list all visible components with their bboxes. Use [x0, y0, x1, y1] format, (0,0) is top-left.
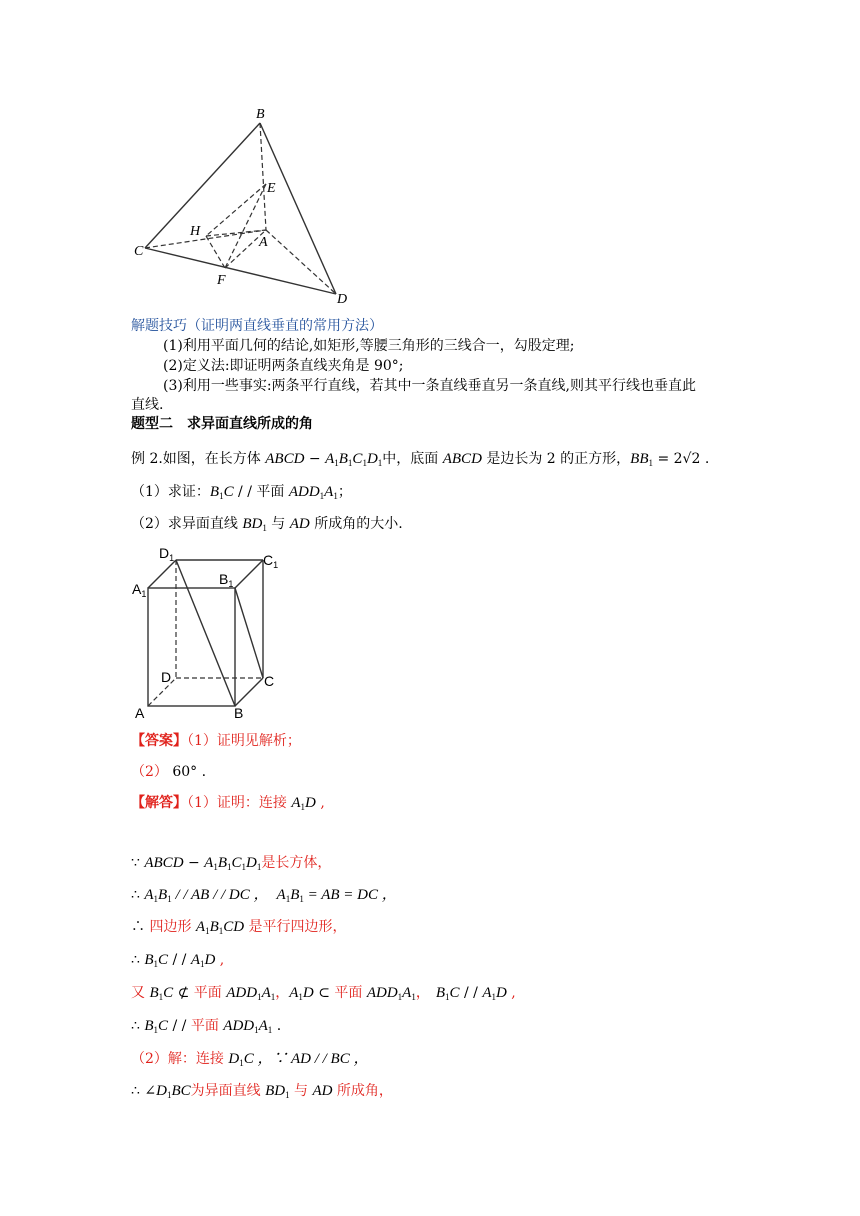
cuboid-figure [128, 540, 288, 725]
solution-line-2: ∴ $A_1B_1$ / / AB / / DC ， $A_1B_1$ = AB = DC ， [131, 887, 397, 904]
solution-line-8: ∴ $\angle D_1BC$为异面直线 $BD_1$ 与 AD 所成角， [131, 1083, 393, 1100]
label-C1: $C_1$ [263, 552, 279, 570]
tips-item-3: (3)利用一些事实:两条平行直线，若其中一条直线垂直另一条直线,则其平行线也垂直此 [163, 378, 696, 394]
label-C: C [134, 244, 144, 259]
tips-item-2: (2)定义法:即证明两条直线夹角是 90°; [163, 358, 404, 374]
label-C: C [264, 673, 275, 689]
tetrahedron-figure [128, 100, 358, 310]
label-A: A [259, 235, 268, 250]
solution-line-1: ∵ ABCD − $A_1B_1C_1D_1$是长方体， [131, 855, 332, 872]
solution-line-4: ∴ $B_1C$ / / $A_1D$ , [131, 952, 225, 969]
label-A1: $A_1$ [132, 581, 147, 599]
example-question-2: （2）求异面直线 $BD_1$ 与 AD 所成角的大小. [131, 516, 403, 533]
example-intro: 例 2.如图，在长方体 ABCD − $A_1B_1C_1D_1$中，底面 ABCD 是边长为 2 的正方形，$BB_1 = 2√2$ . [131, 451, 710, 468]
solution-line-6: ∴ $B_1C$ / / 平面 $ADD_1A_1$ . [131, 1018, 282, 1035]
answer-part-1: 【答案】（1）证明见解析； [131, 733, 301, 749]
tips-title: 解题技巧（证明两直线垂直的常用方法） [131, 318, 383, 334]
label-B: B [256, 107, 265, 122]
example-question-1: （1）求证：$B_1C$ / / 平面 $ADD_1A_1$； [131, 484, 352, 501]
label-F: F [217, 273, 226, 288]
label-B: B [234, 705, 244, 721]
label-A: A [135, 705, 145, 721]
solution-start: 【解答】（1）证明：连接 $A_1D$ , [131, 795, 325, 812]
label-D1: $D_1$ [159, 545, 175, 563]
label-D: D [161, 669, 172, 685]
label-H: H [190, 224, 201, 239]
tips-item-3-cont: 直线. [131, 397, 164, 413]
answer-part-2: （2） 60° . [131, 764, 207, 780]
tips-item-1: (1)利用平面几何的结论,如矩形,等腰三角形的三线合一，勾股定理; [163, 338, 575, 354]
solution-line-5: 又 $B_1C$ ⊄ 平面 $ADD_1A_1$，$A_1D$ ⊂ 平面 $ADD_1A_1$， $B_1C$ / / $A_1D$ , [131, 985, 516, 1002]
label-D: D [337, 292, 348, 307]
label-B1: $B_1$ [219, 571, 234, 589]
label-E: E [267, 181, 276, 196]
section-title: 题型二 求异面直线所成的角 [131, 416, 313, 432]
solution-line-7: （2）解：连接 $D_1C$ ，∵ AD / / BC ， [131, 1051, 369, 1068]
solution-line-3: ∴ 四边形 $A_1B_1CD$ 是平行四边形， [131, 919, 347, 936]
